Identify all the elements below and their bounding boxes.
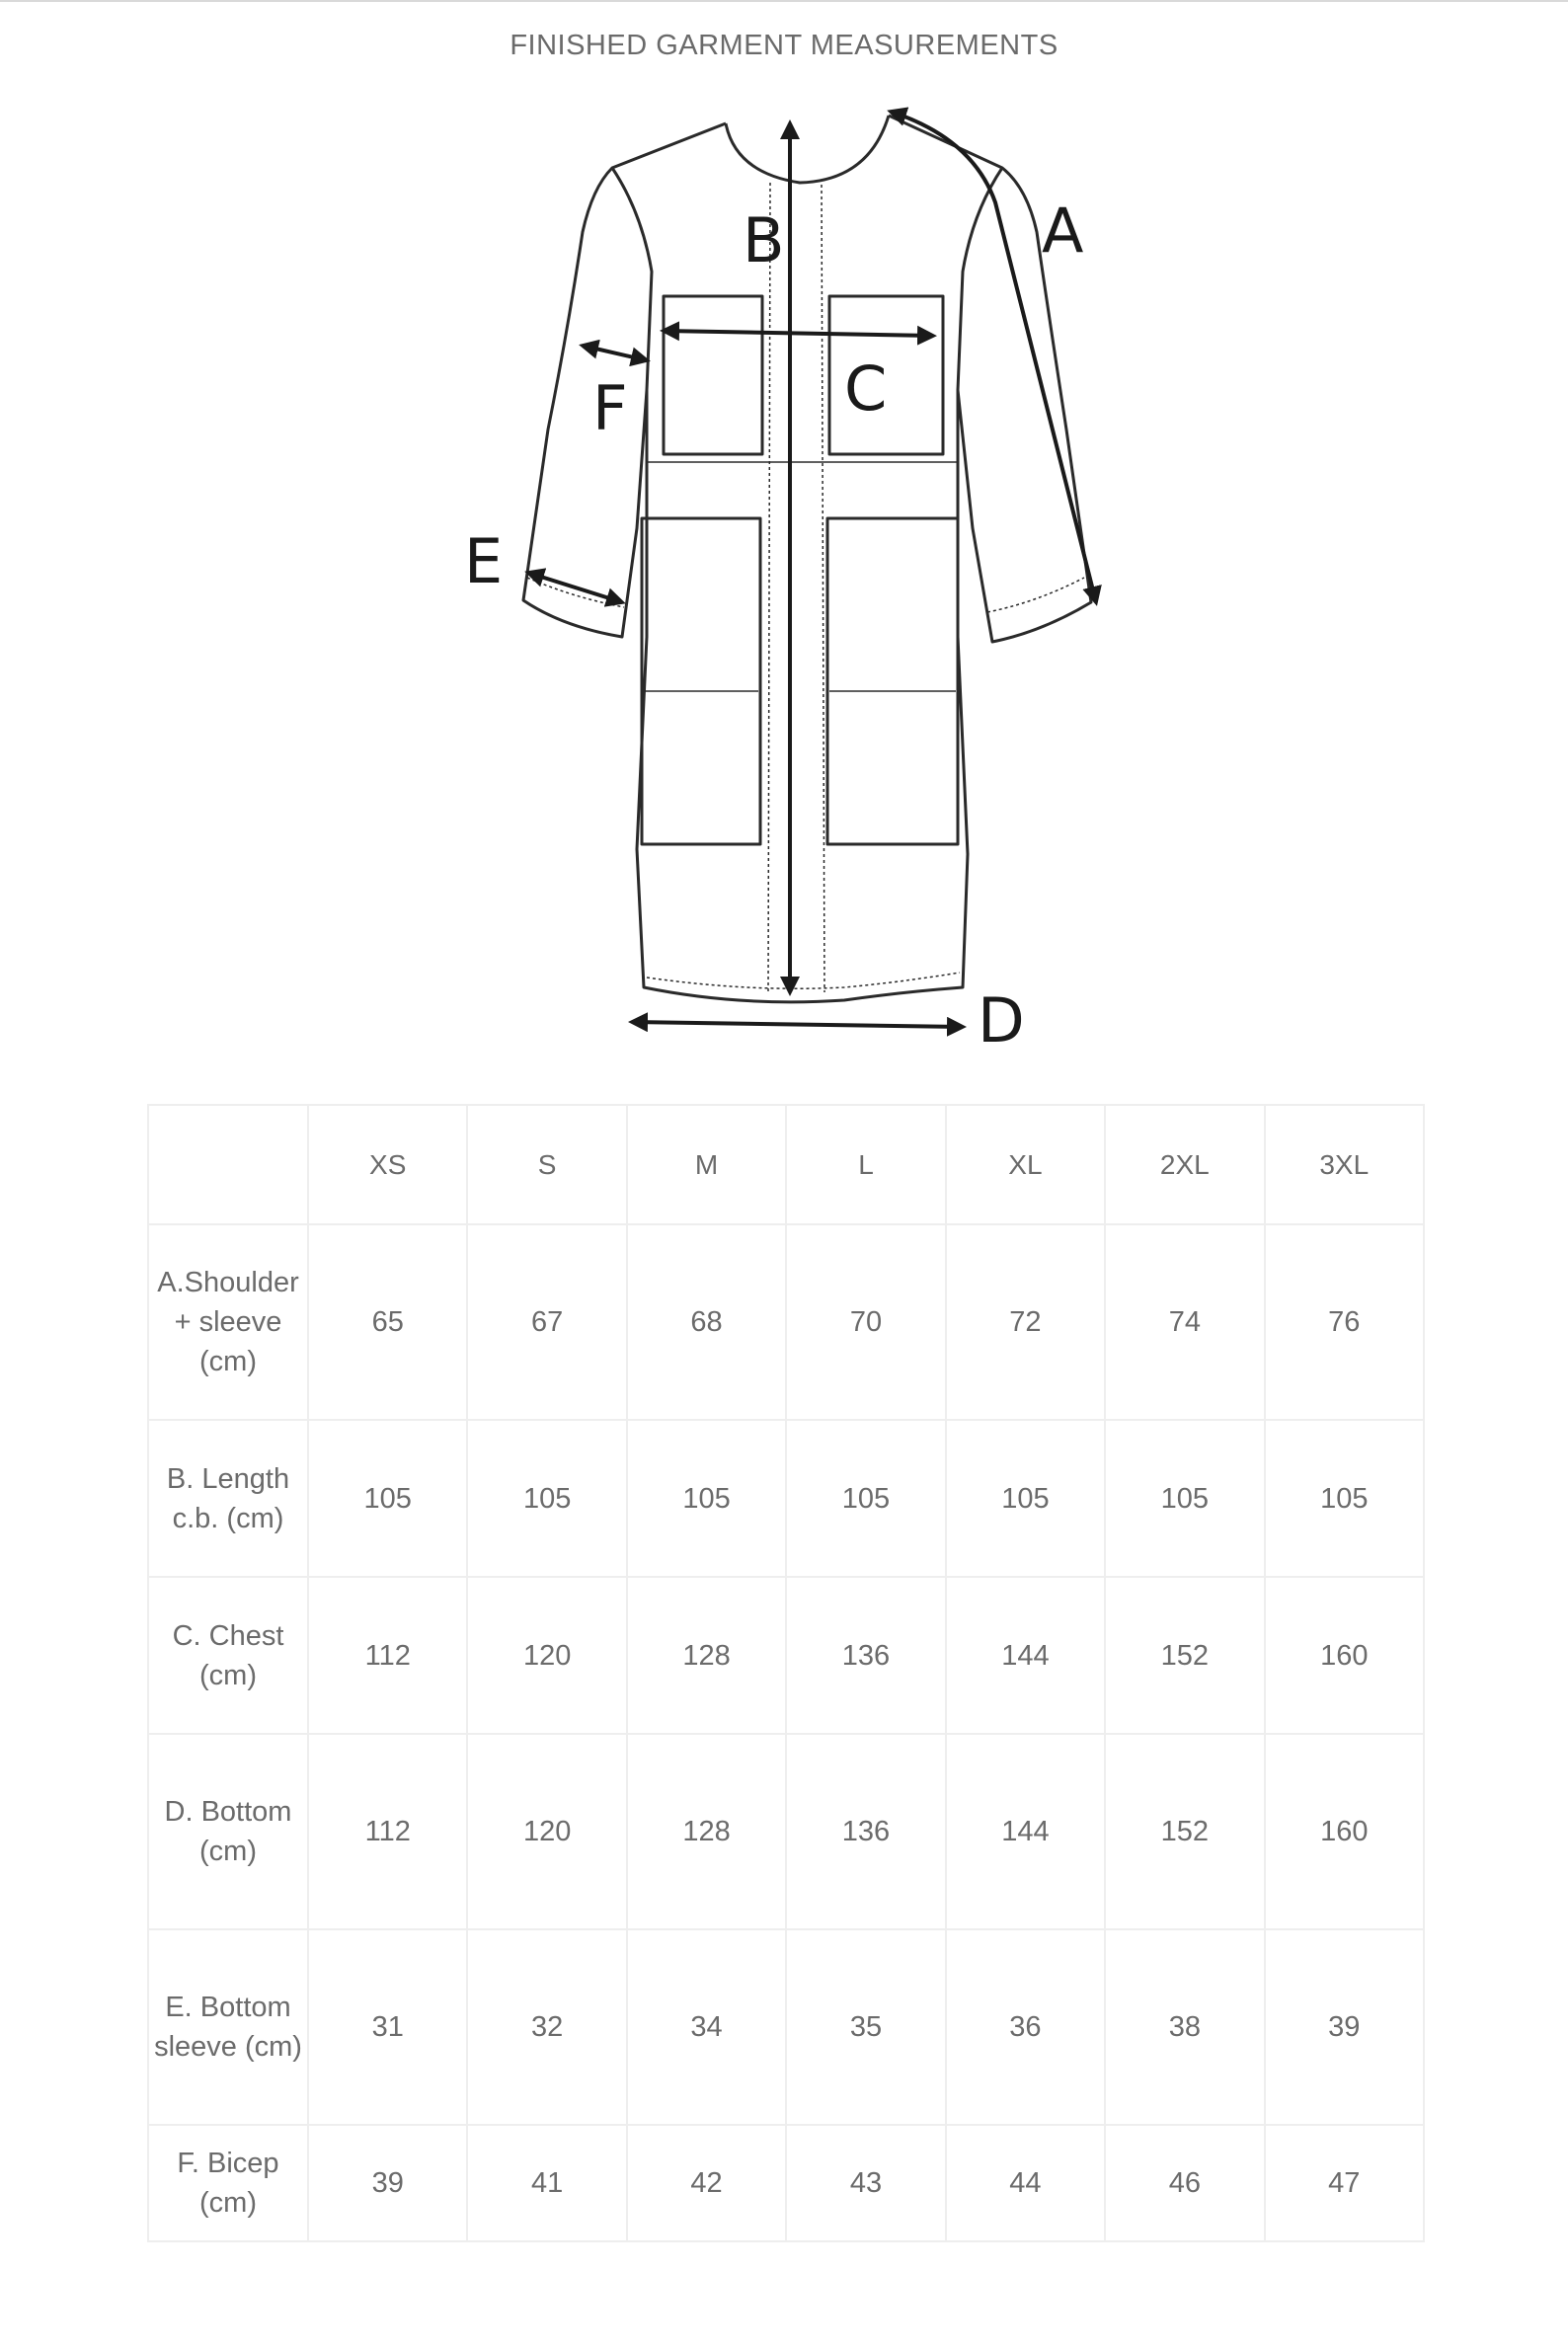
table-cell: 72 bbox=[946, 1224, 1105, 1420]
table-cell: 160 bbox=[1265, 1734, 1424, 1929]
table-cell: 105 bbox=[308, 1420, 467, 1577]
page-title: FINISHED GARMENT MEASUREMENTS bbox=[510, 30, 1058, 61]
row-label-bottom: D. Bottom (cm) bbox=[148, 1734, 308, 1929]
table-cell: 39 bbox=[308, 2125, 467, 2241]
table-cell: 32 bbox=[467, 1929, 626, 2125]
garment-diagram bbox=[434, 94, 1145, 1066]
table-row bbox=[148, 1929, 1424, 2125]
table-row bbox=[148, 1577, 1424, 1734]
table-cell: 105 bbox=[1105, 1420, 1264, 1577]
table-cell: 43 bbox=[786, 2125, 945, 2241]
size-3xl-header: 3XL bbox=[1265, 1105, 1424, 1224]
corner-cell bbox=[148, 1105, 308, 1224]
table-cell: 35 bbox=[786, 1929, 945, 2125]
size-l-header: L bbox=[786, 1105, 945, 1224]
table-cell: 46 bbox=[1105, 2125, 1264, 2241]
table-cell: 42 bbox=[627, 2125, 786, 2241]
table-cell: 67 bbox=[467, 1224, 626, 1420]
table-cell: 144 bbox=[946, 1577, 1105, 1734]
table-cell: 112 bbox=[308, 1577, 467, 1734]
table-row bbox=[148, 1420, 1424, 1577]
table-cell: 68 bbox=[627, 1224, 786, 1420]
table-cell: 105 bbox=[786, 1420, 945, 1577]
table-cell: 136 bbox=[786, 1734, 945, 1929]
label-e: E bbox=[464, 525, 504, 597]
table-cell: 112 bbox=[308, 1734, 467, 1929]
size-xl-header: XL bbox=[946, 1105, 1105, 1224]
table-cell: 65 bbox=[308, 1224, 467, 1420]
label-d: D bbox=[978, 984, 1025, 1056]
table-cell: 136 bbox=[786, 1577, 945, 1734]
size-2xl-header: 2XL bbox=[1105, 1105, 1264, 1224]
table-cell: 47 bbox=[1265, 2125, 1424, 2241]
table-cell: 70 bbox=[786, 1224, 945, 1420]
row-label-chest: C. Chest (cm) bbox=[148, 1577, 308, 1734]
table-cell: 105 bbox=[627, 1420, 786, 1577]
table-cell: 160 bbox=[1265, 1577, 1424, 1734]
label-b: B bbox=[743, 204, 785, 276]
header-row bbox=[148, 1105, 1424, 1224]
row-label-shoulder-sleeve: A.Shoulder + sleeve (cm) bbox=[148, 1224, 308, 1420]
table-cell: 36 bbox=[946, 1929, 1105, 2125]
row-label-bicep: F. Bicep (cm) bbox=[148, 2125, 308, 2241]
size-m-header: M bbox=[627, 1105, 786, 1224]
label-f: F bbox=[592, 372, 628, 444]
table-cell: 120 bbox=[467, 1734, 626, 1929]
table-cell: 44 bbox=[946, 2125, 1105, 2241]
row-label-bottom-sleeve: E. Bottom sleeve (cm) bbox=[148, 1929, 308, 2125]
table-row bbox=[148, 2125, 1424, 2241]
table-cell: 105 bbox=[1265, 1420, 1424, 1577]
top-divider bbox=[0, 0, 1568, 2]
table-row bbox=[148, 1734, 1424, 1929]
table-cell: 38 bbox=[1105, 1929, 1264, 2125]
table-row bbox=[148, 1224, 1424, 1420]
size-chart-table bbox=[147, 1104, 1425, 2242]
table-cell: 34 bbox=[627, 1929, 786, 2125]
table-cell: 41 bbox=[467, 2125, 626, 2241]
table-cell: 128 bbox=[627, 1734, 786, 1929]
table-cell: 76 bbox=[1265, 1224, 1424, 1420]
measurement-arrows bbox=[528, 112, 1096, 1027]
table-cell: 128 bbox=[627, 1577, 786, 1734]
table-cell: 120 bbox=[467, 1577, 626, 1734]
table-cell: 39 bbox=[1265, 1929, 1424, 2125]
label-c: C bbox=[844, 352, 888, 425]
table-cell: 74 bbox=[1105, 1224, 1264, 1420]
label-a: A bbox=[1042, 195, 1084, 267]
table-cell: 105 bbox=[946, 1420, 1105, 1577]
table-cell: 152 bbox=[1105, 1734, 1264, 1929]
row-label-length: B. Length c.b. (cm) bbox=[148, 1420, 308, 1577]
size-s-header: S bbox=[467, 1105, 626, 1224]
table-cell: 144 bbox=[946, 1734, 1105, 1929]
size-xs-header: XS bbox=[308, 1105, 467, 1224]
table-cell: 152 bbox=[1105, 1577, 1264, 1734]
table-cell: 105 bbox=[467, 1420, 626, 1577]
table-cell: 31 bbox=[308, 1929, 467, 2125]
